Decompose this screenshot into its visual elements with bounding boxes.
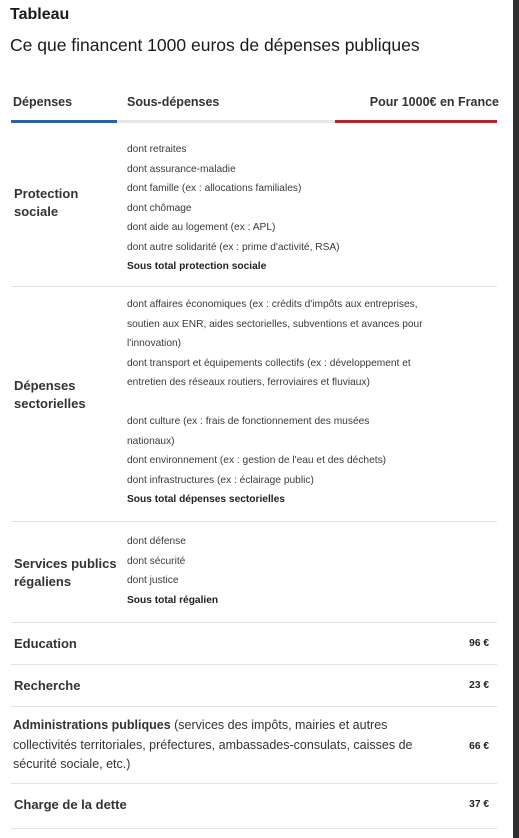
page-title: Tableau (10, 6, 70, 23)
section-divider (11, 286, 497, 287)
subtotal-label: Sous total protection sociale (127, 261, 267, 272)
recherche-label: Recherche (14, 678, 81, 693)
row-label: dont infrastructures (ex : éclairage public) (127, 474, 314, 486)
row-label: dont retraites (127, 144, 187, 155)
charge-dette-value: 37 € (469, 799, 489, 810)
header-sous-depenses: Sous-dépenses (127, 95, 220, 109)
header-accent-grey (117, 120, 335, 123)
row-label: dont défense (127, 536, 186, 547)
education-value: 96 € (469, 638, 489, 649)
recherche-value: 23 € (469, 680, 489, 691)
administrations-detail: (services des impôts, mairies et autres collectivités territoriales, préfectures, ambassades-consulats, caisses de sécurité sociale, etc.) (13, 718, 413, 771)
header-depenses: Dépenses (13, 95, 73, 109)
row-label: dont environnement (ex : gestion de l'eau et des déchets) (127, 455, 387, 466)
window-edge (513, 0, 519, 838)
group-label-protection-sociale: Protection sociale (14, 186, 79, 219)
section-divider (11, 521, 497, 522)
administrations-value: 66 € (469, 741, 489, 752)
row-label: dont famille (ex : allocations familiales) (127, 183, 302, 194)
row-label: dont aide au logement (ex : APL) (127, 222, 276, 233)
row-label: dont affaires économiques (ex : crédits d'impôts aux entreprises, soutien aux ENR, aides sectorielles, subventions et avances pour l'innovation) (127, 299, 423, 349)
header-pour-1000: Pour 1000€ en France (369, 95, 499, 109)
group-label-services-regaliens: Services publics régaliens (14, 556, 117, 589)
row-label: dont justice (127, 575, 179, 586)
charge-dette-label: Charge de la dette (14, 797, 127, 812)
administrations-publiques-text (13, 716, 433, 775)
section-divider (11, 783, 497, 784)
section-divider (11, 622, 497, 623)
row-label: dont culture (ex : frais de fonctionnement des musées nationaux) (127, 416, 370, 447)
group-label-depenses-sectorielles: Dépenses sectorielles (14, 378, 86, 411)
subtotal-label: Sous total dépenses sectorielles (127, 494, 285, 505)
section-divider (11, 828, 497, 829)
section-divider (11, 706, 497, 707)
row-label: dont autre solidarité (ex : prime d'activité, RSA) (127, 241, 340, 253)
row-label: dont assurance-maladie (127, 163, 236, 175)
subtotal-label: Sous total régalien (127, 594, 219, 606)
header-accent-blue (11, 120, 117, 123)
row-label: dont chômage (127, 202, 192, 214)
education-label: Education (14, 636, 77, 651)
header-accent-red (335, 120, 497, 123)
section-divider (11, 664, 497, 665)
administrations-label: Administrations publiques (13, 718, 171, 732)
row-label: dont sécurité (127, 555, 186, 567)
row-label: dont transport et équipements collectifs (ex : développement et entretien des réseaux routiers, ferroviaires et fluviaux) (127, 357, 411, 388)
page-subtitle: Ce que financent 1000 euros de dépenses publiques (10, 35, 420, 55)
